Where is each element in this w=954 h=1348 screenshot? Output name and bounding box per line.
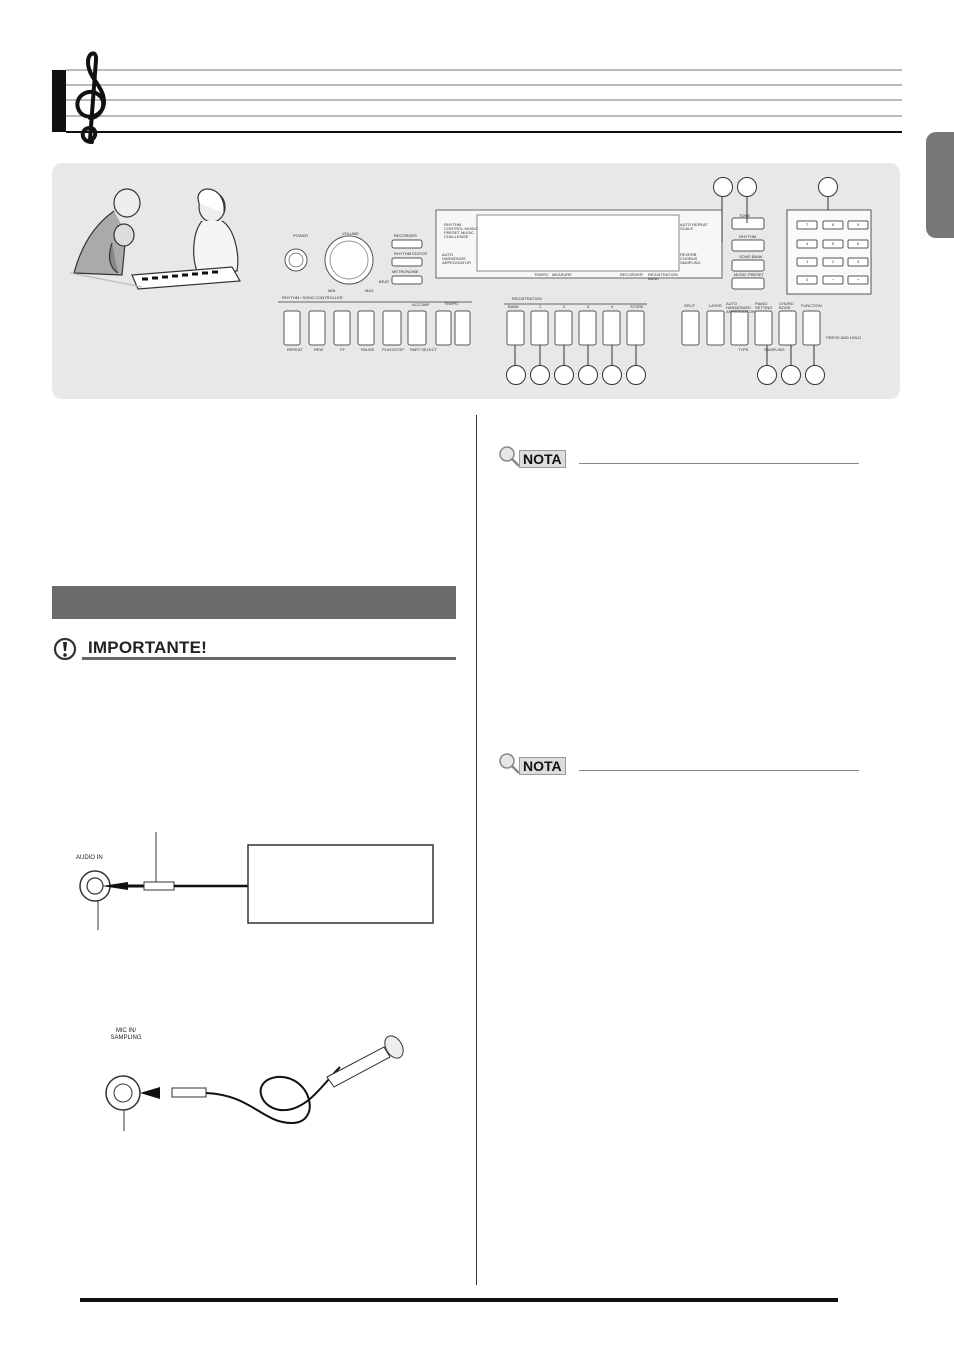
- beat-label: BEAT: [379, 279, 390, 284]
- keypad-7: 7: [806, 222, 809, 227]
- press-and-hold-label: PRESS AND HOLD: [826, 335, 862, 340]
- rhythm-editor-label: RHYTHM EDITOR: [394, 251, 428, 256]
- piano-setting-label: PIANO SETTING: [755, 301, 773, 310]
- keypad-plus: +: [857, 277, 860, 282]
- auto-harmonize-label: AUTO HARMONIZE/ ARPEGGIATOR: [726, 301, 755, 314]
- mic-in-figure: [102, 1025, 412, 1135]
- display-bottom-tempo: TEMPO: [534, 272, 549, 277]
- nota-rule-2: [579, 770, 859, 771]
- repeat-label: REPEAT: [287, 347, 303, 352]
- keypad-0: 0: [806, 277, 809, 282]
- column-divider: [476, 415, 477, 1285]
- nota-heading-2: [497, 752, 857, 778]
- display-left-bottom: AUTO HARMONIZE ARPEGGIATOR: [442, 252, 471, 265]
- volume-max-label: MAX: [365, 288, 374, 293]
- chord-book-label: CHORD BOOK: [779, 301, 794, 310]
- registration-label: REGISTRATION: [512, 296, 542, 301]
- display-right-bottom: REVERB CHORUS SAMPLING: [680, 252, 701, 265]
- keypad-4: 4: [806, 241, 809, 246]
- audio-in-label: AUDIO IN: [76, 855, 103, 861]
- keypad-1: 1: [806, 259, 809, 264]
- metronome-label: METRONOME: [392, 269, 419, 274]
- display-bottom-registration-bank: REGISTRATION BANK: [648, 272, 678, 281]
- keypad-8: 8: [832, 222, 835, 227]
- display-left-top: RHYTHM CONTROL MUSIC PRESET MUSIC CHALLENGE: [444, 222, 478, 239]
- keypad-5: 5: [832, 241, 835, 246]
- store-label: STORE: [630, 304, 644, 309]
- part-select-label: PART SELECT: [410, 347, 437, 352]
- layer-label: LAYER: [709, 303, 722, 308]
- volume-label: VOLUME: [342, 231, 359, 236]
- song-bank-label: SONG BANK: [739, 254, 763, 259]
- keypad-minus: −: [832, 277, 835, 282]
- sampling-label: SAMPLING: [764, 347, 785, 352]
- display-bottom-recorder: RECORDER: [620, 272, 643, 277]
- staff-header: [0, 0, 954, 150]
- mic-in-label: MIC IN/ SAMPLING: [110, 1028, 142, 1041]
- display-bottom-measure: MEASURE: [552, 272, 572, 277]
- bank-label: BANK: [508, 304, 519, 309]
- importante-rule: [82, 657, 456, 660]
- music-preset-label: MUSIC PRESET: [734, 272, 765, 277]
- reg-4-label: 4: [611, 304, 614, 309]
- importante-heading: [52, 637, 456, 663]
- accomp-label: ACCOMP: [412, 302, 430, 307]
- pause-label: PAUSE: [361, 347, 375, 352]
- reg-3-label: 3: [587, 304, 590, 309]
- audio-in-figure: [70, 828, 440, 938]
- audio-in-drawing: [70, 828, 440, 938]
- panel-drawing: [52, 163, 900, 399]
- mic-drawing: [102, 1025, 412, 1135]
- type-label: TYPE: [738, 347, 749, 352]
- split-label: SPLIT: [684, 303, 696, 308]
- treble-clef-icon: [77, 53, 104, 142]
- nota-title-1: NOTA: [519, 450, 566, 468]
- keypad-3: 3: [857, 259, 860, 264]
- recorder-label: RECORDER: [394, 233, 417, 238]
- function-label: FUNCTION: [801, 303, 822, 308]
- control-panel-diagram: [52, 163, 900, 399]
- nota-heading-1: [497, 445, 857, 471]
- reg-1-label: 1: [539, 304, 542, 309]
- footer-rule: [80, 1298, 838, 1302]
- keypad-2: 2: [832, 259, 835, 264]
- tempo-label: TEMPO: [444, 301, 459, 306]
- nota-rule-1: [579, 463, 859, 464]
- power-label: POWER: [293, 233, 309, 238]
- magnifier-icon: [497, 752, 521, 774]
- warning-icon: [52, 637, 82, 663]
- language-tab: [926, 132, 954, 238]
- rew-label: REW: [314, 347, 324, 352]
- section-heading-bar: [52, 586, 456, 619]
- rhythm-song-controller-label: RHYTHM / SONG CONTROLLER: [282, 295, 343, 300]
- family-illustration: [70, 189, 240, 289]
- importante-title: IMPORTANTE!: [88, 638, 207, 657]
- magnifier-icon: [497, 445, 521, 467]
- keypad-6: 6: [857, 241, 860, 246]
- volume-min-label: MIN: [328, 288, 336, 293]
- rhythm-label: RHYTHM: [739, 234, 757, 239]
- tone-label: TONE: [739, 213, 751, 218]
- play-stop-label: PLAY/STOP: [382, 347, 404, 352]
- display-right-top: AUTO REPEAT SCALE: [680, 222, 708, 231]
- nota-title-2: NOTA: [519, 757, 566, 775]
- keypad-9: 9: [857, 222, 860, 227]
- ff-label: FF: [340, 347, 345, 352]
- reg-2-label: 2: [563, 304, 566, 309]
